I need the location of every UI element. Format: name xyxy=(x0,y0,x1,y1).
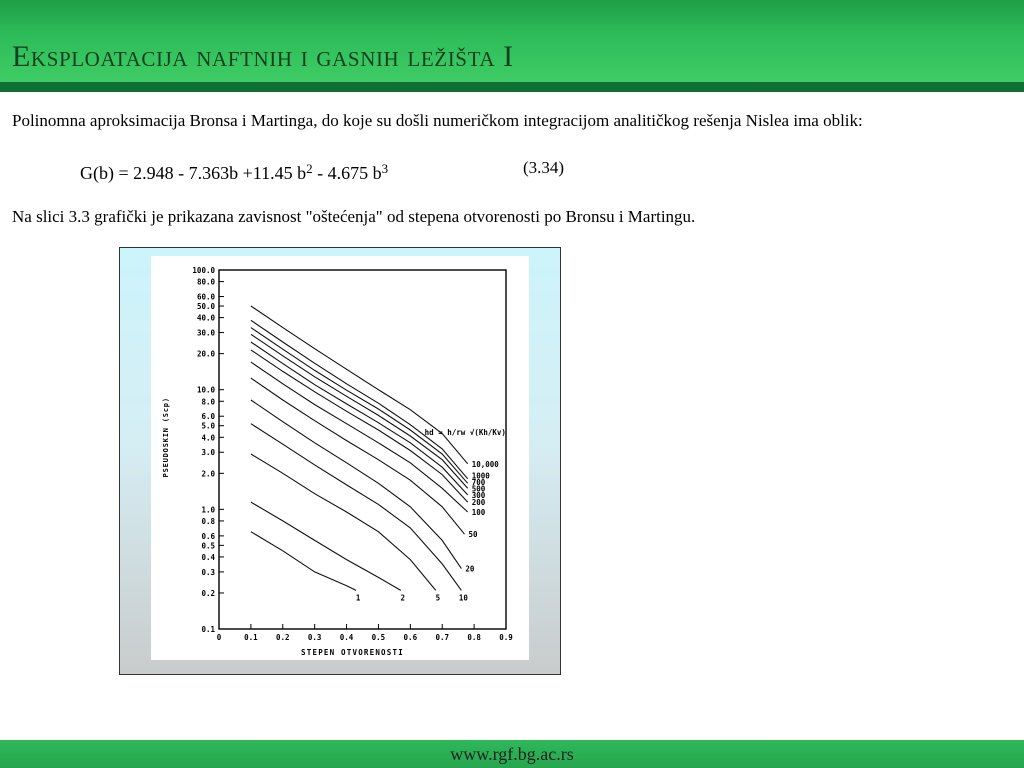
chart-container xyxy=(151,256,529,660)
y-tick-label: 50.0 xyxy=(196,302,215,312)
footer-bar xyxy=(0,740,1024,768)
series-label: 1000 xyxy=(471,471,490,481)
y-axis-label: PSEUDOSKIN (Scp) xyxy=(162,397,170,478)
formula-part2: - 4.675 b xyxy=(312,163,382,183)
formula xyxy=(80,161,388,184)
series-line-10000 xyxy=(251,306,468,464)
y-tick-label: 2.0 xyxy=(201,469,215,479)
x-tick-label: 0.2 xyxy=(276,633,290,642)
y-tick-label: 0.8 xyxy=(201,516,215,526)
series-label: 300 xyxy=(471,490,486,500)
y-tick-label: 100.0 xyxy=(192,266,215,275)
equation-number: (3.34) xyxy=(523,158,565,177)
x-tick-label: 0.8 xyxy=(467,633,481,642)
series-label: 5 xyxy=(435,593,441,603)
series-label: 100 xyxy=(471,507,486,517)
series-line-200 xyxy=(251,350,468,502)
y-tick-label: 0.6 xyxy=(201,531,215,541)
y-tick-label: 1.0 xyxy=(201,505,215,515)
y-tick-label: 60.0 xyxy=(196,292,215,302)
paragraph-intro: Polinomna aproksimacija Bronsa i Martinga, do koje su došli numeričkom integracijom analitičkog rešenja Nislea ima oblik: xyxy=(12,111,863,130)
x-axis-label: STEPEN OTVORENOSTI xyxy=(301,648,404,657)
y-tick-label: 40.0 xyxy=(196,313,215,323)
series-line-20 xyxy=(251,400,462,569)
series-label: 20 xyxy=(465,564,475,574)
formula-exp2: 3 xyxy=(381,161,389,176)
y-tick-label: 0.3 xyxy=(201,567,215,577)
x-tick-label: 0.7 xyxy=(435,633,449,642)
paragraph-figure-ref: Na slici 3.3 grafički je prikazana zavisnost "oštećenja" od stepena otvorenosti po Bronsu i Martingu. xyxy=(12,207,696,226)
x-tick-label: 0.4 xyxy=(339,633,354,642)
series-label: 500 xyxy=(471,484,486,494)
series-label: 200 xyxy=(471,498,486,508)
hd-annotation: hd = h/rw √(Kh/Kv) xyxy=(424,427,506,437)
plot-frame xyxy=(219,270,506,629)
y-tick-label: 0.5 xyxy=(201,541,215,551)
y-tick-label: 6.0 xyxy=(201,412,215,422)
y-tick-label: 4.0 xyxy=(201,433,215,443)
y-tick-label: 10.0 xyxy=(196,385,215,395)
series-label: 700 xyxy=(471,477,486,487)
series-line-700 xyxy=(251,328,468,484)
header-underline xyxy=(0,82,1024,92)
x-tick-label: 0 xyxy=(216,633,222,642)
series-label: 50 xyxy=(468,530,478,540)
y-tick-label: 80.0 xyxy=(196,277,215,287)
series-line-50 xyxy=(251,378,465,534)
series-line-5 xyxy=(251,454,436,590)
y-tick-label: 0.1 xyxy=(201,625,215,634)
x-tick-label: 0.3 xyxy=(307,633,322,642)
footer-url: www.rgf.bg.ac.rs xyxy=(450,744,574,764)
x-tick-label: 0.9 xyxy=(499,633,513,642)
y-tick-label: 30.0 xyxy=(196,328,215,338)
y-tick-label: 3.0 xyxy=(201,448,215,458)
x-tick-label: 0.5 xyxy=(371,633,386,642)
series-label: 10 xyxy=(458,593,468,603)
x-tick-label: 0.6 xyxy=(403,633,418,642)
formula-part1: G(b) = 2.948 - 7.363b +11.45 b xyxy=(80,163,307,183)
series-label: 1 xyxy=(355,593,361,603)
chart-svg xyxy=(151,256,529,660)
y-tick-label: 20.0 xyxy=(196,349,215,359)
series-line-1 xyxy=(251,532,356,591)
y-tick-label: 8.0 xyxy=(201,397,215,407)
y-tick-label: 0.4 xyxy=(201,552,215,562)
slide-title: Eksploatacija naftnih i gasnih ležišta I xyxy=(12,40,514,73)
series-label: 10,000 xyxy=(471,459,499,469)
series-line-100 xyxy=(251,362,468,512)
y-tick-label: 0.2 xyxy=(201,588,215,598)
series-label: 2 xyxy=(400,593,406,603)
y-tick-label: 5.0 xyxy=(201,421,215,431)
formula-exp1: 2 xyxy=(306,161,313,176)
x-tick-label: 0.1 xyxy=(244,633,258,642)
